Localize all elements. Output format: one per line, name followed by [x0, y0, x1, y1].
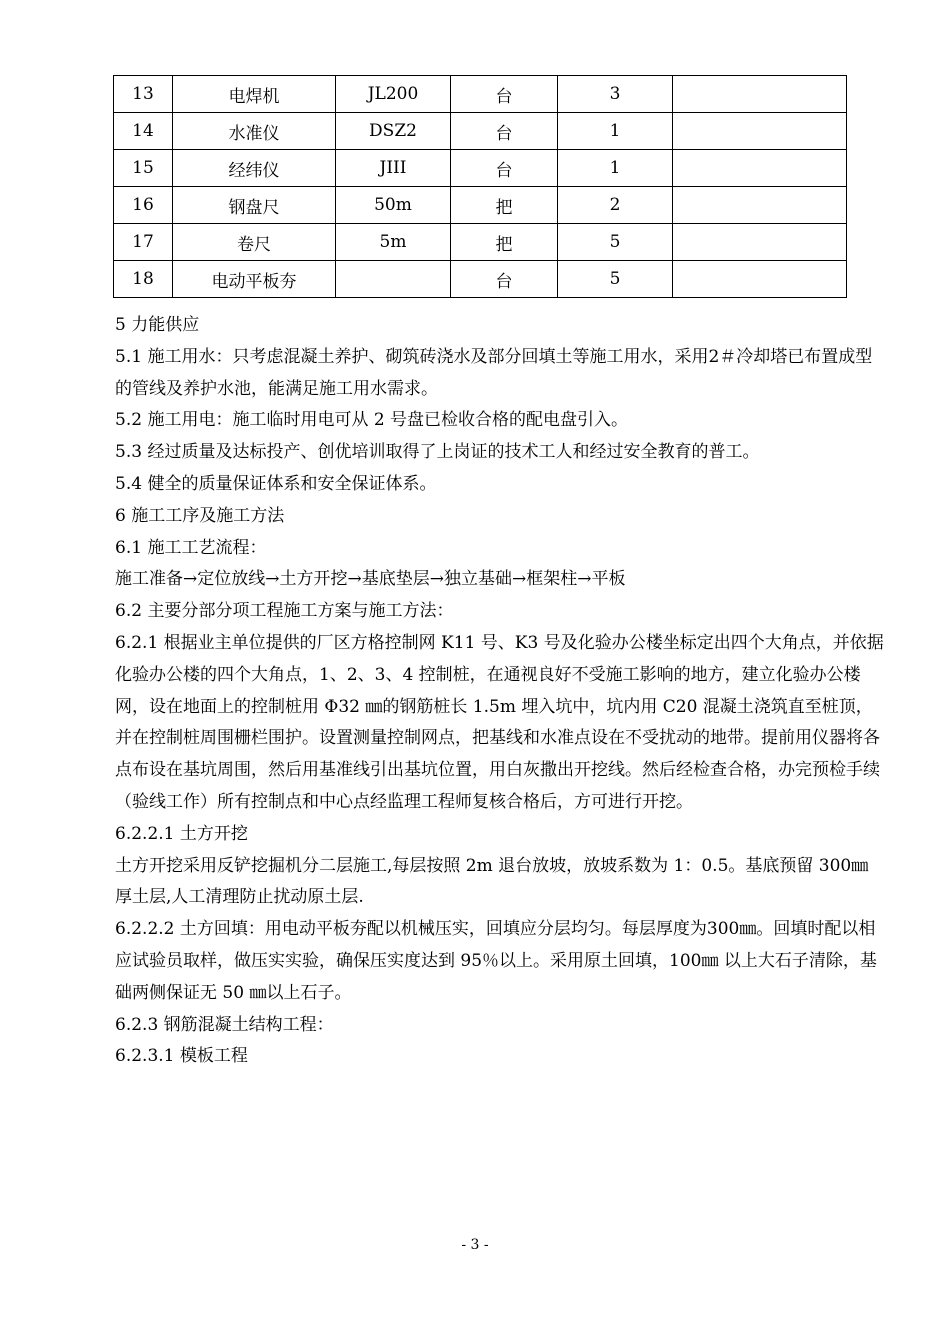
table-cell: 电动平板夯 [173, 261, 336, 298]
table-row [114, 261, 847, 298]
table-cell [673, 113, 847, 150]
equipment-table-body [114, 76, 847, 298]
table-cell: 经纬仪 [173, 150, 336, 187]
table-cell [336, 261, 451, 298]
table-row [114, 150, 847, 187]
table-cell: 把 [451, 224, 558, 261]
paragraph: 6.2.1 根据业主单位提供的厂区方格控制网 K11 号、K3 号及化验办公楼坐标定出四个大角点，并依据化验办公楼的四个大角点，1、2、3、4 控制桩，在通视良好不受施工影响的地方，建立化验办公楼网，设在地面上的控制桩用 Φ32 ㎜的钢筋桩长 1.5m 埋入坑中，坑内用 C20 混凝土浇筑直至桩顶，并在控制桩周围栅栏围护。设置测量控制网点，把基线和水准点设在不受扰动的地带。提前用仪器将各点布设在基坑周围，然后用基准线引出基坑位置，用白灰撒出开挖线。然后经检查合格，办完预检手续（验线工作）所有控制点和中心点经监理工程师复核合格后，方可进行开挖。 [115, 632, 884, 812]
table-cell [673, 224, 847, 261]
table-cell: 5 [558, 261, 673, 298]
table-row [114, 187, 847, 224]
table-cell [673, 76, 847, 113]
table-cell: 50m [336, 187, 451, 224]
table-cell: JL200 [336, 76, 451, 113]
table-row [114, 224, 847, 261]
body-text [115, 310, 885, 1073]
table-cell: 15 [114, 150, 173, 187]
table-cell: 电焊机 [173, 76, 336, 113]
paragraph: 5.1 施工用水：只考虑混凝土养护、砌筑砖浇水及部分回填土等施工用水，采用2＃冷却塔已布置成型的管线及养护水池，能满足施工用水需求。 [115, 346, 873, 399]
table-cell: 台 [451, 76, 558, 113]
equipment-table [113, 75, 847, 298]
paragraph: 6 施工工序及施工方法 [115, 505, 285, 526]
table-cell [673, 187, 847, 224]
table-cell: 14 [114, 113, 173, 150]
table-cell: 1 [558, 150, 673, 187]
table-row [114, 76, 847, 113]
table-cell: 1 [558, 113, 673, 150]
table-cell: 台 [451, 113, 558, 150]
table-cell: 水准仪 [173, 113, 336, 150]
paragraph: 土方开挖采用反铲挖掘机分二层施工,每层按照 2m 退台放坡，放坡系数为 1：0.5。基底预留 300㎜ 厚土层,人工清理防止扰动原土层. [115, 855, 869, 908]
table-cell: 5m [336, 224, 451, 261]
table-cell: 2 [558, 187, 673, 224]
paragraph: 6.2.3.1 模板工程 [115, 1046, 248, 1067]
paragraph: 6.2.2.1 土方开挖 [115, 823, 248, 844]
page-number: - 3 - [461, 1237, 489, 1253]
paragraph: 5 力能供应 [115, 315, 200, 335]
table-row [114, 113, 847, 150]
table-cell [673, 150, 847, 187]
paragraph: 6.2.2.2 土方回填：用电动平板夯配以机械压实，回填应分层均匀。每层厚度为300㎜。回填时配以相应试验员取样，做压实实验，确保压实度达到 95％以上。采用原土回填，100㎜ 以上大石子清除，基础两侧保证无 50 ㎜以上石子。 [115, 919, 877, 1003]
table-cell: 钢盘尺 [173, 187, 336, 224]
table-cell [673, 261, 847, 298]
table-cell: 18 [114, 261, 173, 298]
table-cell: 13 [114, 76, 173, 113]
paragraph: 5.2 施工用电：施工临时用电可从 2 号盘已检收合格的配电盘引入。 [115, 410, 629, 431]
table-cell: 台 [451, 150, 558, 187]
table-cell: 把 [451, 187, 558, 224]
table-cell: 3 [558, 76, 673, 113]
paragraph: 6.2 主要分部分项工程施工方案与施工方法： [115, 601, 454, 622]
paragraph: 6.2.3 钢筋混凝土结构工程： [115, 1014, 334, 1035]
paragraph: 6.1 施工工艺流程： [115, 537, 267, 558]
table-cell: DSZ2 [336, 113, 451, 150]
table-cell: 卷尺 [173, 224, 336, 261]
paragraph: 5.3 经过质量及达标投产、创优培训取得了上岗证的技术工人和经过安全教育的普工。 [115, 442, 760, 463]
table-cell: 16 [114, 187, 173, 224]
table-cell: 台 [451, 261, 558, 298]
paragraph: 施工准备→定位放线→土方开挖→基底垫层→独立基础→框架柱→平板 [115, 569, 626, 590]
table-cell: 17 [114, 224, 173, 261]
table-cell: JIII [336, 150, 451, 187]
table-cell: 5 [558, 224, 673, 261]
paragraph: 5.4 健全的质量保证体系和安全保证体系。 [115, 473, 437, 494]
